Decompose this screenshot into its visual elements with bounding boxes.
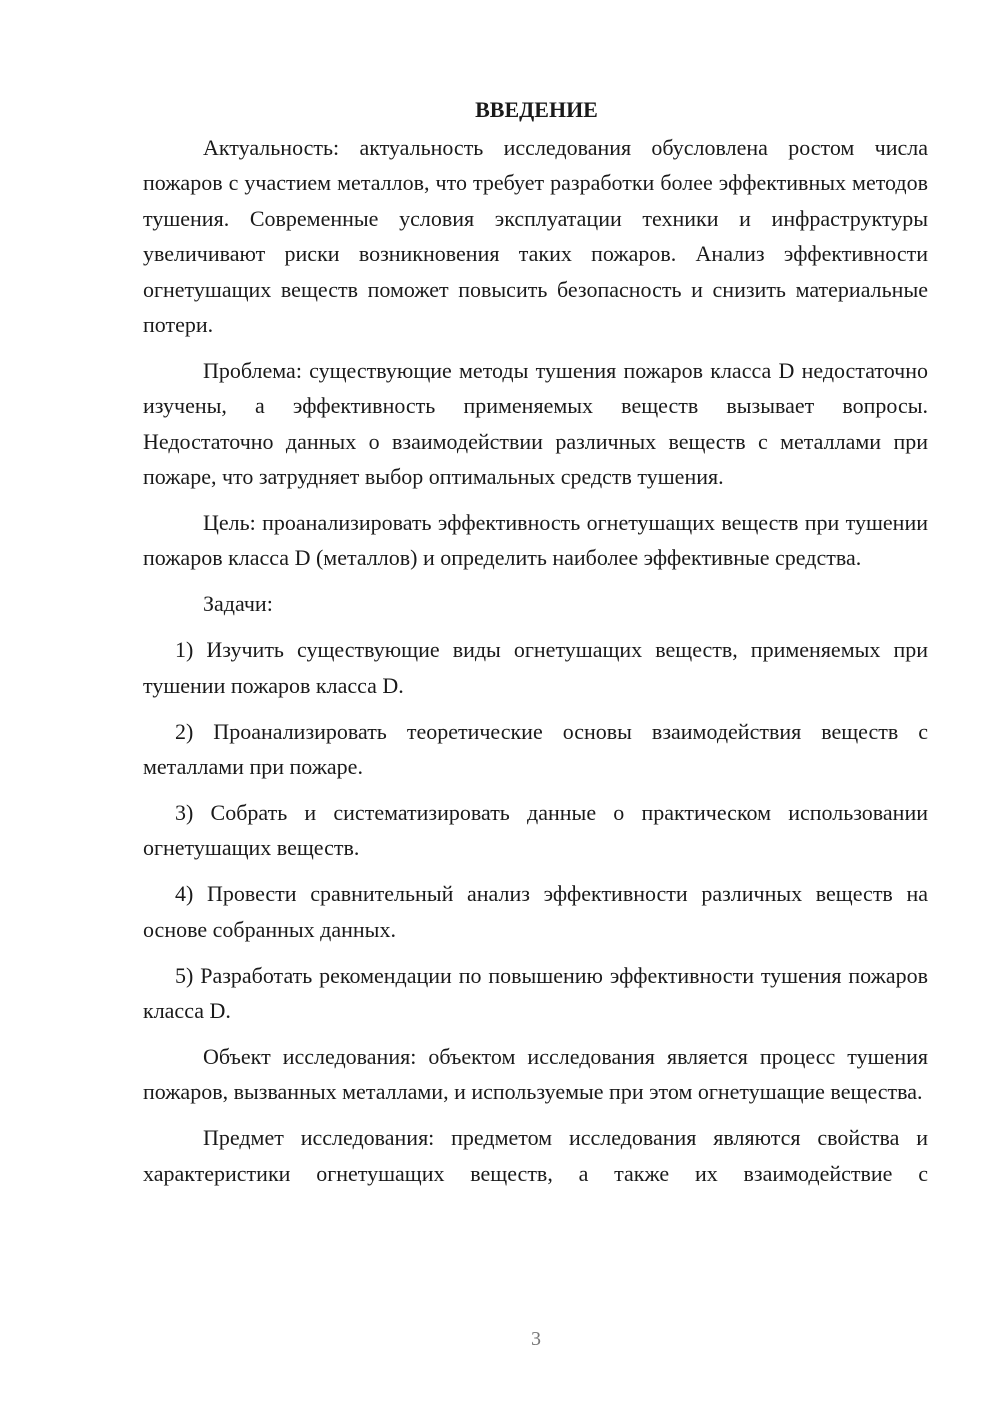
page-number: 3 xyxy=(531,1328,541,1350)
task-item-1: 1) Изучить существующие виды огнетушащих веществ, применяемых при тушении пожаров класса D. xyxy=(143,637,928,698)
section-title: ВВЕДЕНИЕ xyxy=(475,97,598,122)
paragraph-tasks-heading: Задачи: xyxy=(203,591,273,617)
task-item-2: 2) Проанализировать теоретические основы взаимодействия веществ с металлами при пожаре. xyxy=(143,718,928,779)
paragraph-subject: Предмет исследования: предметом исследования являются свойства и характеристики огнетушащих веществ, а также их взаимодействие с xyxy=(143,1125,928,1186)
task-item-5: 5) Разработать рекомендации по повышению эффективности тушения пожаров класса D. xyxy=(143,962,928,1023)
document-page xyxy=(143,92,928,1201)
paragraph-goal: Цель: проанализировать эффективность огнетушащих веществ при тушении пожаров класса D (металлов) и определить наиболее эффективные средства. xyxy=(143,510,928,571)
paragraph-problem: Проблема: существующие методы тушения пожаров класса D недостаточно изучены, а эффективность применяемых веществ вызывает вопросы. Недостаточно данных о взаимодействии различных веществ с металлами при пожаре, что затрудняет выбор оптимальных средств тушения. xyxy=(143,357,928,490)
paragraph-object: Объект исследования: объектом исследования является процесс тушения пожаров, вызванных металлами, и используемые при этом огнетушащие вещества. xyxy=(143,1043,928,1105)
task-item-3: 3) Собрать и систематизировать данные о практическом использовании огнетушащих веществ. xyxy=(143,799,928,861)
paragraph-relevance: Актуальность: актуальность исследования обусловлена ростом числа пожаров с участием металлов, что требует разработки более эффективных методов тушения. Современные условия эксплуатации техники и инфраструктуры увеличивают риски возникновения таких пожаров. Анализ эффективности огнетушащих веществ поможет повысить безопасность и снизить материальные потери. xyxy=(143,135,928,338)
task-item-4: 4) Провести сравнительный анализ эффективности различных веществ на основе собранных данных. xyxy=(143,881,928,942)
